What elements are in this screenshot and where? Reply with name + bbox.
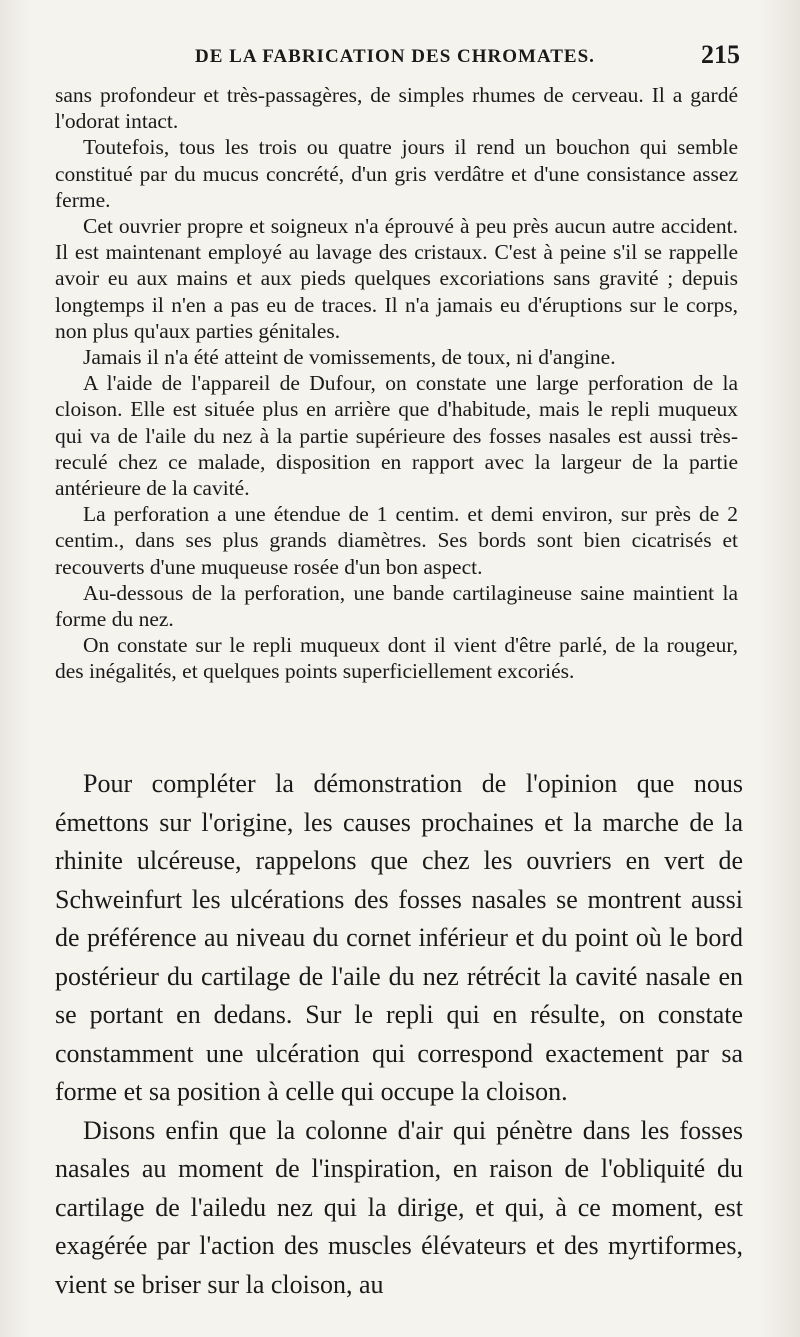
paragraph: Pour compléter la démonstration de l'opinion que nous émettons sur l'origine, les causes prochaines et la marche de la rhinite ulcéreuse, rappelons que chez les ouvriers en vert de Schweinfurt les ulcérations des fosses nasales se montrent aussi de préférence au niveau du cornet inférieur et du point où le bord postérieur du cartilage de l'aile du nez rétrécit la cavité nasale en se portant en dedans. Sur le repli qui en résulte, on constate constamment une ulcération qui correspond exactement par sa forme et sa position à celle qui occupe la cloison.: [55, 769, 743, 1106]
paragraph: Jamais il n'a été atteint de vomissements, de toux, ni d'angine.: [83, 345, 616, 370]
paragraph: Cet ouvrier propre et soigneux n'a éprouvé à peu près aucun autre accident. Il est maintenant employé au lavage des cristaux. C'est à peine s'il se rappelle avoir eu aux mains et aux pieds quelques excoriations sans gravité ; depuis longtemps il n'en a pas eu de traces. Il n'a jamais eu d'éruptions sur le corps, non plus qu'aux parties génitales.: [55, 214, 738, 343]
main-body-text: [55, 765, 743, 1304]
running-head: [55, 40, 740, 74]
case-observation-text: [55, 82, 738, 685]
paragraph: Au-dessous de la perforation, une bande cartilagineuse saine maintient la forme du nez.: [55, 580, 738, 632]
paragraph: On constate sur le repli muqueux dont il vient d'être parlé, de la rougeur, des inégalités, et quelques points superficiellement excoriés.: [55, 633, 738, 684]
paragraph: La perforation a une étendue de 1 centim. et demi environ, sur près de 2 centim., dans ses plus grands diamètres. Ses bords sont bien cicatrisés et recouverts d'une muqueuse rosée d'un bon aspect.: [55, 502, 738, 579]
page-number: 215: [701, 40, 740, 69]
paragraph: sans profondeur et très-passagères, de simples rhumes de cerveau. Il a gardé l'odorat intact.: [55, 83, 738, 134]
paragraph: Disons enfin que la colonne d'air qui pénètre dans les fosses nasales au moment de l'inspiration, en raison de l'obliquité du cartilage de l'ailedu nez qui la dirige, et qui, à ce moment, est exagérée par l'action des muscles élévateurs et des myrtiformes, vient se briser sur la cloison, au: [55, 1115, 743, 1299]
paragraph: A l'aide de l'appareil de Dufour, on constate une large perforation de la cloison. Elle est située plus en arrière que d'habitude, mais le repli muqueux qui va de l'aile du nez à la partie supérieure des fosses nasales est aussi très-reculé chez ce malade, disposition en rapport avec la largeur de la partie antérieure de la cavité.: [55, 371, 738, 501]
running-title: DE LA FABRICATION DES CHROMATES.: [195, 46, 595, 67]
paragraph: Toutefois, tous les trois ou quatre jours il rend un bouchon qui semble constitué par du mucus concrété, d'un gris verdâtre et d'une consistance assez ferme.: [55, 135, 738, 212]
